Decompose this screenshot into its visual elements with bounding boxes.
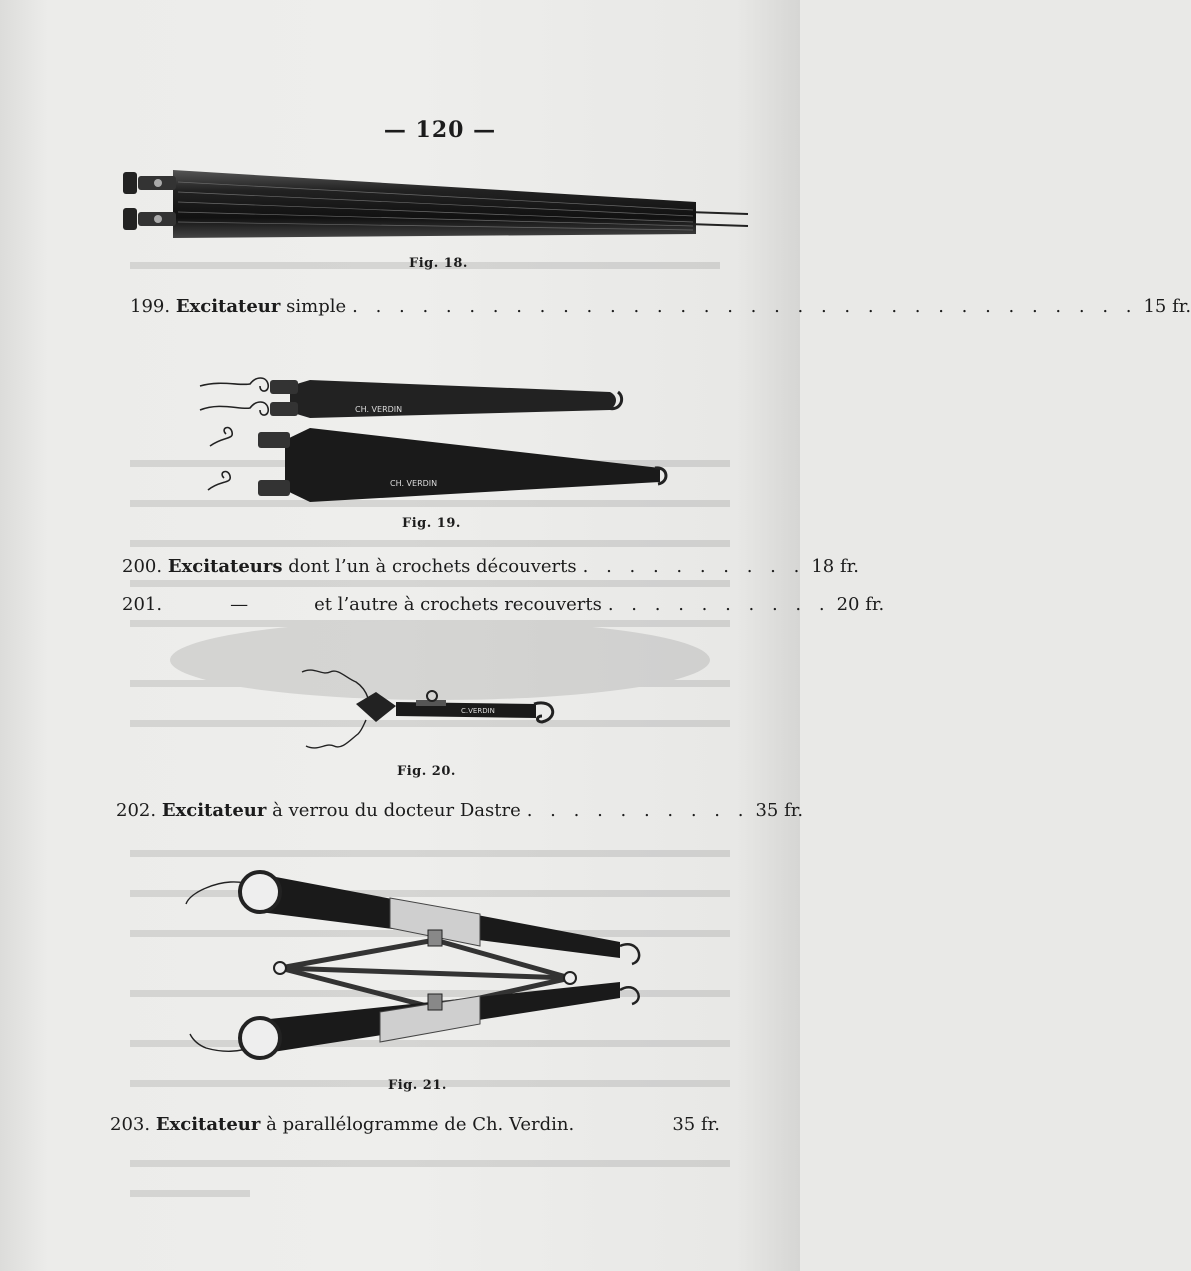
catalog-entry-201 [122, 594, 885, 615]
entry-description: et l’autre à crochets recouverts [314, 594, 602, 615]
entry-description: dont l’un à crochets découverts [288, 556, 577, 577]
leader-dots: . . . . . . . . . . [607, 594, 831, 615]
entry-keyword: Excitateur [161, 800, 267, 821]
figure-18-caption: Fig. 18. [409, 256, 468, 271]
page-number: — 120 — [383, 117, 497, 143]
leader-dots: . . . . . . . . . . . . . . . . . . . . . . . . . . . . . . . . . . [352, 296, 1138, 317]
entry-description: simple [286, 296, 347, 317]
figure-20-caption: Fig. 20. [397, 764, 456, 779]
entry-price: 20 fr. [836, 594, 885, 615]
entry-price: 35 fr. [755, 800, 804, 821]
entry-description: à parallélogramme de Ch. Verdin. [266, 1114, 575, 1135]
leader-dots: . . . . . . . . . . [526, 800, 750, 821]
entry-price: 15 fr. [1143, 296, 1191, 317]
brand-label-upper: CH. VERDIN [355, 405, 403, 414]
figure-18-illustration [118, 162, 758, 248]
figure-21-illustration [180, 858, 670, 1074]
entry-number: 202. [116, 800, 157, 821]
entry-price: 35 fr. [672, 1114, 720, 1135]
entry-number: 200. [122, 556, 163, 577]
entry-number: 199. [130, 296, 171, 317]
entry-keyword: Excitateur [155, 1114, 261, 1135]
entry-number: 203. [110, 1114, 151, 1135]
catalog-entry-202 [116, 800, 804, 821]
brand-label-lower: CH. VERDIN [390, 479, 438, 488]
figure-21-caption: Fig. 21. [388, 1078, 447, 1093]
entry-number: 201. [122, 594, 163, 615]
figure-19-illustration [190, 372, 680, 512]
entry-description: à verrou du docteur Dastre [272, 800, 521, 821]
figure-19-caption: Fig. 19. [402, 516, 461, 531]
ditto-dash: — [230, 594, 249, 615]
entry-keyword: Excitateur [175, 296, 281, 317]
brand-label: C.VERDIN [461, 707, 495, 715]
leader-dots: . . . . . . . . . . [582, 556, 806, 577]
figure-20-illustration [296, 662, 566, 758]
entry-price: 18 fr. [811, 556, 859, 577]
entry-keyword: Excitateurs [167, 556, 283, 577]
catalog-entry-199 [130, 296, 1191, 317]
catalog-entry-203 [110, 1114, 720, 1135]
catalog-entry-200 [122, 556, 859, 577]
